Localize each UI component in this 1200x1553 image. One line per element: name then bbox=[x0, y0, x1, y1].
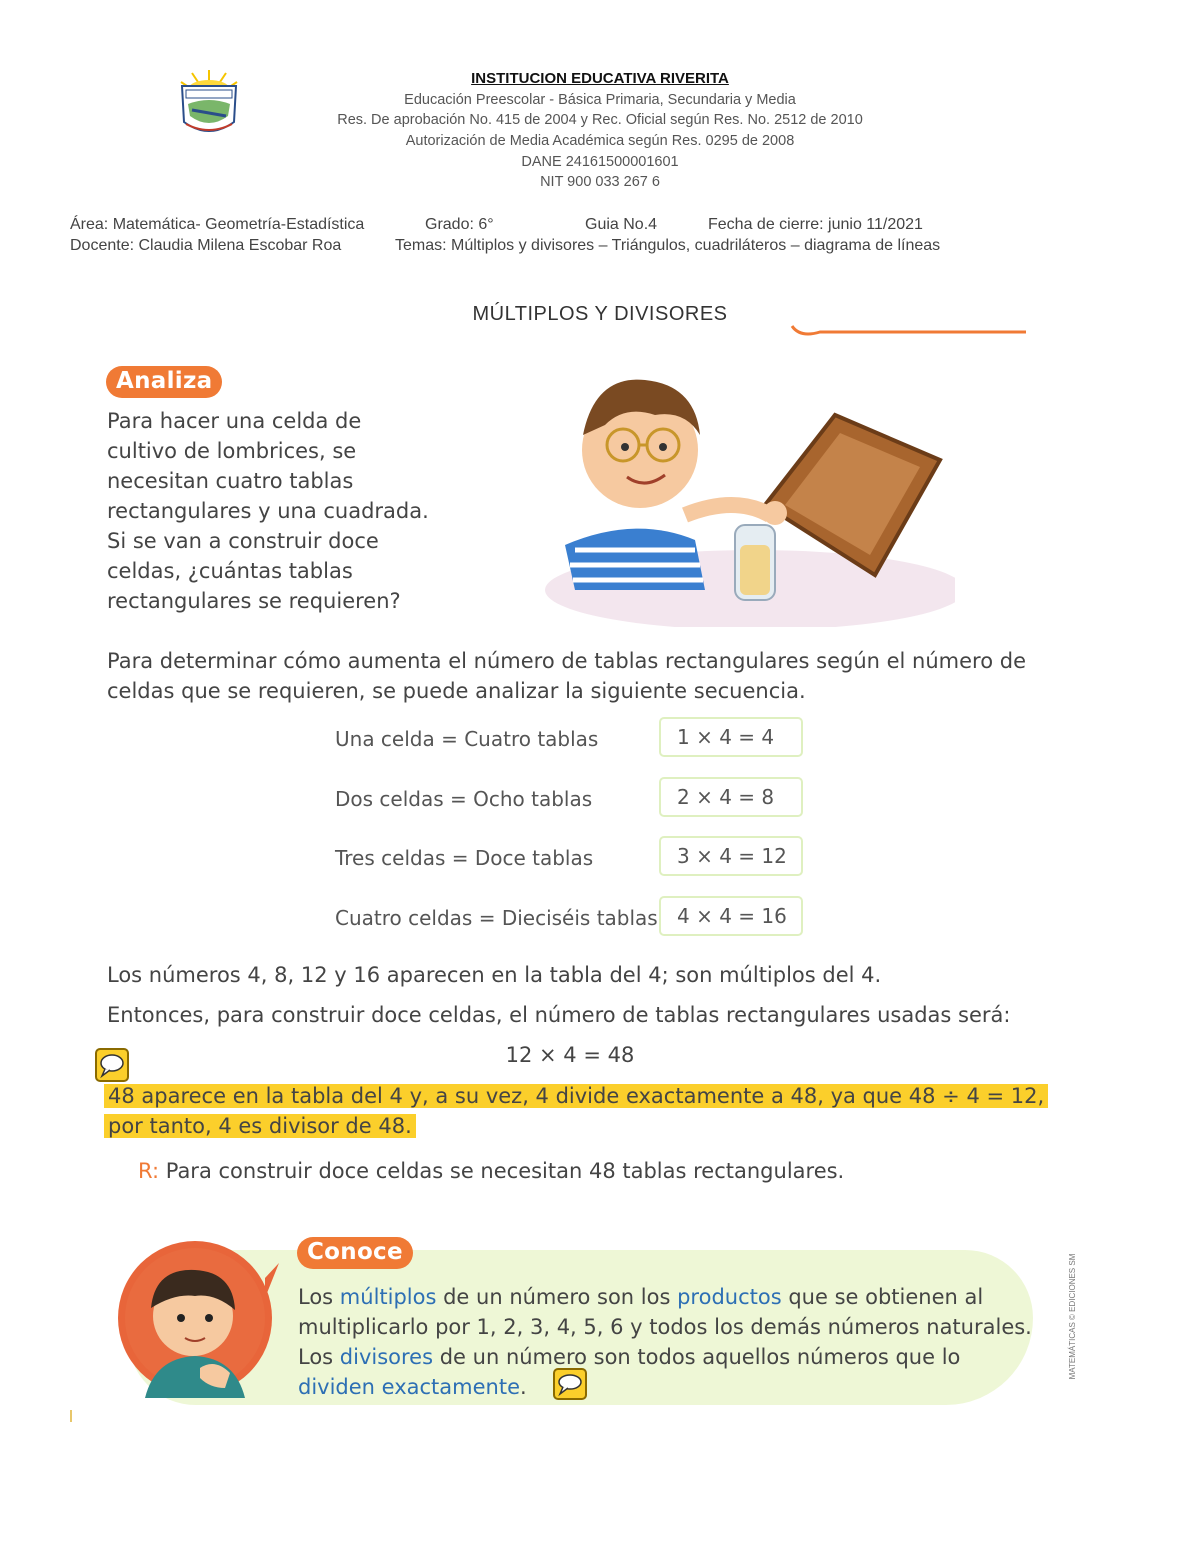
page-mark bbox=[70, 1410, 72, 1422]
speech-bubble-icon bbox=[553, 1368, 587, 1400]
sequence-expression: 4 × 4 = 16 bbox=[659, 896, 803, 936]
conoce-tag: Conoce bbox=[297, 1237, 413, 1269]
explanation-line-1: Los números 4, 8, 12 y 16 aparecen en la tabla del 4; son múltiplos del 4. bbox=[107, 963, 882, 987]
meta-docente: Docente: Claudia Milena Escobar Roa bbox=[70, 237, 342, 254]
answer-prefix: R: bbox=[138, 1159, 160, 1183]
conoce-text: . bbox=[520, 1375, 527, 1399]
highlight-line-2 bbox=[104, 1111, 416, 1141]
header-line-3: Autorización de Media Académica según Res. 0295 de 2008 bbox=[405, 133, 795, 149]
school-name: INSTITUCION EDUCATIVA RIVERITA bbox=[471, 70, 729, 87]
equation: 12 × 4 = 48 bbox=[505, 1043, 635, 1067]
term-multiplos: múltiplos bbox=[339, 1285, 437, 1309]
sequence-expression: 3 × 4 = 12 bbox=[659, 836, 803, 876]
analiza-line: cultivo de lombrices, se bbox=[107, 439, 357, 463]
sequence-label: Una celda = Cuatro tablas bbox=[335, 727, 599, 751]
sequence-expression: 1 × 4 = 4 bbox=[659, 717, 803, 757]
header-line-1: Educación Preescolar - Básica Primaria, Secundaria y Media bbox=[404, 92, 796, 108]
sequence-expression: 2 × 4 = 8 bbox=[659, 777, 803, 817]
header-line-2: Res. De aprobación No. 415 de 2004 y Rec. Oficial según Res. No. 2512 de 2010 bbox=[337, 112, 863, 128]
side-credit-text: MATEMÁTICAS © EDICIONES SM bbox=[1068, 1253, 1077, 1380]
analiza-tag: Analiza bbox=[106, 366, 222, 398]
intro-line-1: Para determinar cómo aumenta el número de tablas rectangulares según el número de bbox=[107, 649, 1026, 673]
conoce-text: Los bbox=[298, 1285, 340, 1309]
analiza-line: rectangulares se requieren? bbox=[107, 589, 401, 613]
boy-with-tray-illustration bbox=[535, 365, 955, 627]
conoce-text: de un número son los bbox=[436, 1285, 678, 1309]
meta-grado: Grado: 6° bbox=[425, 216, 494, 233]
analiza-line: necesitan cuatro tablas bbox=[107, 469, 354, 493]
highlight-text-1: 48 aparece en la tabla del 4 y, a su vez, 4 divide exactamente a 48, ya que 48 ÷ 4 = 12, bbox=[104, 1084, 1048, 1108]
conoce-line-2: multiplicarlo por 1, 2, 3, 4, 5, 6 y todos los demás números naturales. bbox=[298, 1315, 1032, 1339]
conoce-text: que se obtienen al bbox=[781, 1285, 984, 1309]
header-line-4: DANE 24161500001601 bbox=[521, 154, 679, 170]
term-productos: productos bbox=[677, 1285, 782, 1309]
header-line-5: NIT 900 033 267 6 bbox=[540, 174, 660, 190]
term-divisores: divisores bbox=[339, 1345, 434, 1369]
sequence-label: Dos celdas = Ocho tablas bbox=[335, 787, 593, 811]
sequence-label: Tres celdas = Doce tablas bbox=[335, 846, 594, 870]
conoce-line-3 bbox=[298, 1342, 960, 1372]
highlight-line-1 bbox=[104, 1081, 1048, 1111]
conoce-text: Los bbox=[298, 1345, 340, 1369]
section-title: MÚLTIPLOS Y DIVISORES bbox=[472, 303, 728, 325]
analiza-line: celdas, ¿cuántas tablas bbox=[107, 559, 353, 583]
sequence-label: Cuatro celdas = Dieciséis tablas bbox=[335, 906, 658, 930]
intro-line-2: celdas que se requieren, se puede analizar la siguiente secuencia. bbox=[107, 679, 806, 703]
side-credit bbox=[1062, 1250, 1082, 1395]
boy-avatar-illustration bbox=[115, 1238, 280, 1398]
school-logo bbox=[176, 70, 242, 142]
meta-area: Área: Matemática- Geometría-Estadística bbox=[70, 216, 365, 233]
conoce-text: de un número son todos aquellos números que lo bbox=[433, 1345, 961, 1369]
meta-fecha: Fecha de cierre: junio 11/2021 bbox=[708, 216, 923, 233]
highlight-text-2: por tanto, 4 es divisor de 48. bbox=[104, 1114, 416, 1138]
analiza-line: rectangulares y una cuadrada. bbox=[107, 499, 429, 523]
analiza-text bbox=[107, 406, 429, 616]
meta-guia: Guia No.4 bbox=[585, 216, 658, 233]
decorative-line bbox=[790, 322, 1030, 338]
analiza-line: Si se van a construir doce bbox=[107, 529, 379, 553]
answer-text: Para construir doce celdas se necesitan 48 tablas rectangulares. bbox=[165, 1159, 845, 1183]
term-dividen-exactamente: dividen exactamente bbox=[298, 1375, 520, 1399]
analiza-line: Para hacer una celda de bbox=[107, 409, 362, 433]
explanation-line-2: Entonces, para construir doce celdas, el número de tablas rectangulares usadas será: bbox=[107, 1003, 1011, 1027]
meta-temas: Temas: Múltiplos y divisores – Triángulos, cuadriláteros – diagrama de líneas bbox=[395, 237, 941, 254]
answer-line bbox=[138, 1156, 844, 1186]
speech-bubble-icon bbox=[95, 1048, 129, 1082]
conoce-line-4 bbox=[298, 1372, 527, 1402]
conoce-line-1 bbox=[298, 1282, 983, 1312]
